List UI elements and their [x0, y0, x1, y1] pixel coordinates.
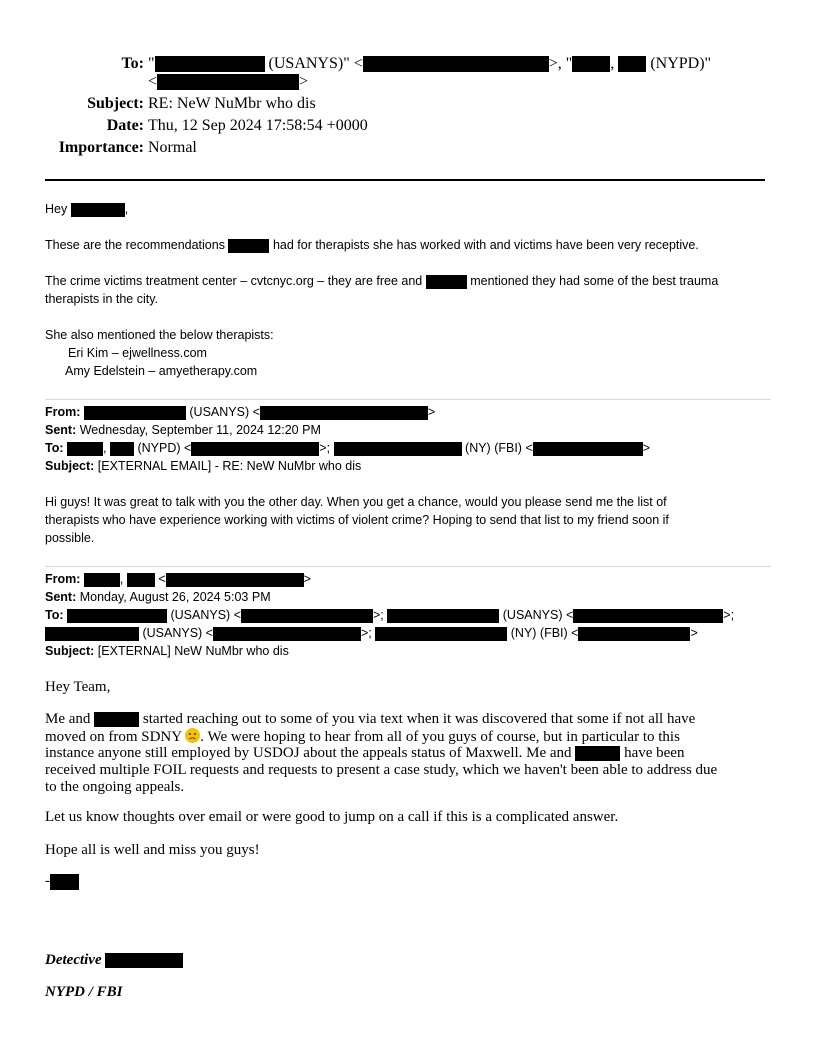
- greeting: Hey Team,: [45, 679, 111, 695]
- redaction: [387, 609, 499, 623]
- redaction: [191, 442, 319, 456]
- from-line: From: (USANYS) < >: [45, 405, 436, 419]
- to-label: To:: [121, 55, 144, 72]
- therapist-item: Eri Kim – ejwellness.com: [68, 346, 207, 360]
- greeting: Hey ,: [45, 202, 129, 216]
- redaction: [260, 406, 428, 420]
- redaction: [375, 627, 507, 641]
- date-label: Date:: [106, 117, 144, 134]
- importance-label: Importance:: [58, 139, 144, 156]
- therapist-item: Amy Edelstein – amyetherapy.com: [65, 364, 258, 378]
- signature-title: Detective: [45, 952, 183, 969]
- redaction: [618, 56, 646, 72]
- subject-value: RE: NeW NuMbr who dis: [148, 95, 316, 112]
- redaction: [157, 74, 299, 90]
- redaction: [533, 442, 643, 456]
- header-divider: [45, 179, 765, 181]
- subject-line: Subject: [EXTERNAL] NeW NuMbr who dis: [45, 644, 289, 658]
- body-line: to the ongoing appeals.: [45, 779, 185, 795]
- body-line: Hi guys! It was great to talk with you the other day. When you get a chance, would you please send me the list of: [45, 495, 667, 509]
- from-line: From: , < >: [45, 572, 311, 586]
- redaction: [67, 609, 167, 623]
- sent-line: Sent: Wednesday, September 11, 2024 12:20 PM: [45, 423, 321, 437]
- message-divider: [45, 399, 771, 400]
- recommendations-line: These are the recommendations had for therapists she has worked with and victims have been very receptive.: [45, 238, 699, 252]
- redaction: [67, 442, 103, 456]
- redaction: [573, 609, 723, 623]
- redaction: [228, 239, 269, 253]
- redaction: [166, 573, 304, 587]
- body-line: possible.: [45, 531, 95, 545]
- importance-value: Normal: [148, 139, 197, 156]
- also-mentioned: She also mentioned the below therapists:: [45, 328, 274, 342]
- body-line: moved on from SDNY . We were hoping to hear from all of you guys of course, but in particular to this: [45, 729, 680, 745]
- signoff: -: [45, 873, 79, 890]
- redaction: [127, 573, 155, 587]
- redaction: [572, 56, 610, 72]
- body-line: received multiple FOIL requests and requests to present a case study, which we haven't been able to address due: [45, 762, 718, 778]
- sad-face-emoji-icon: [185, 728, 200, 743]
- redaction: [426, 275, 467, 289]
- redaction: [241, 609, 373, 623]
- to-line: To: , (NYPD) < >; (NY) (FBI) < >: [45, 441, 651, 455]
- redaction: [575, 746, 620, 761]
- body-line: therapists who have experience working with victims of violent crime? Hoping to send that list to my friend soon if: [45, 513, 669, 527]
- to-value: " (USANYS)" < >, " , (NYPD)": [148, 55, 712, 72]
- body-line: instance anyone still employed by USDOJ about the appeals status of Maxwell. Me and have been: [45, 745, 685, 761]
- to-line: To: (USANYS) < >; (USANYS) < >;: [45, 608, 735, 622]
- crime-center-line: The crime victims treatment center – cvtcnyc.org – they are free and mentioned they had some of the best trauma: [45, 274, 719, 288]
- redaction: [105, 953, 183, 968]
- redaction: [45, 627, 139, 641]
- subject-line: Subject: [EXTERNAL EMAIL] - RE: NeW NuMbr who dis: [45, 459, 362, 473]
- redaction: [155, 56, 265, 72]
- redaction: [334, 442, 462, 456]
- body-line: Let us know thoughts over email or were good to jump on a call if this is a complicated answer.: [45, 809, 619, 825]
- redaction: [363, 56, 549, 72]
- crime-center-line-2: therapists in the city.: [45, 292, 159, 306]
- redaction: [50, 874, 79, 890]
- message-divider: [45, 566, 771, 567]
- redaction: [578, 627, 690, 641]
- redaction: [213, 627, 361, 641]
- subject-label: Subject:: [87, 95, 144, 112]
- signature-org: NYPD / FBI: [45, 984, 123, 1000]
- redaction: [110, 442, 134, 456]
- redaction: [94, 712, 139, 727]
- to-value-cont: < >: [148, 73, 309, 90]
- body-line: Hope all is well and miss you guys!: [45, 842, 260, 858]
- sent-line: Sent: Monday, August 26, 2024 5:03 PM: [45, 590, 271, 604]
- redaction: [71, 203, 125, 217]
- redaction: [84, 573, 120, 587]
- to-line-cont: (USANYS) < >; (NY) (FBI) < >: [45, 624, 698, 642]
- redaction: [84, 406, 186, 420]
- body-line: Me and started reaching out to some of you via text when it was discovered that some if not all have: [45, 711, 696, 727]
- date-value: Thu, 12 Sep 2024 17:58:54 +0000: [148, 117, 368, 134]
